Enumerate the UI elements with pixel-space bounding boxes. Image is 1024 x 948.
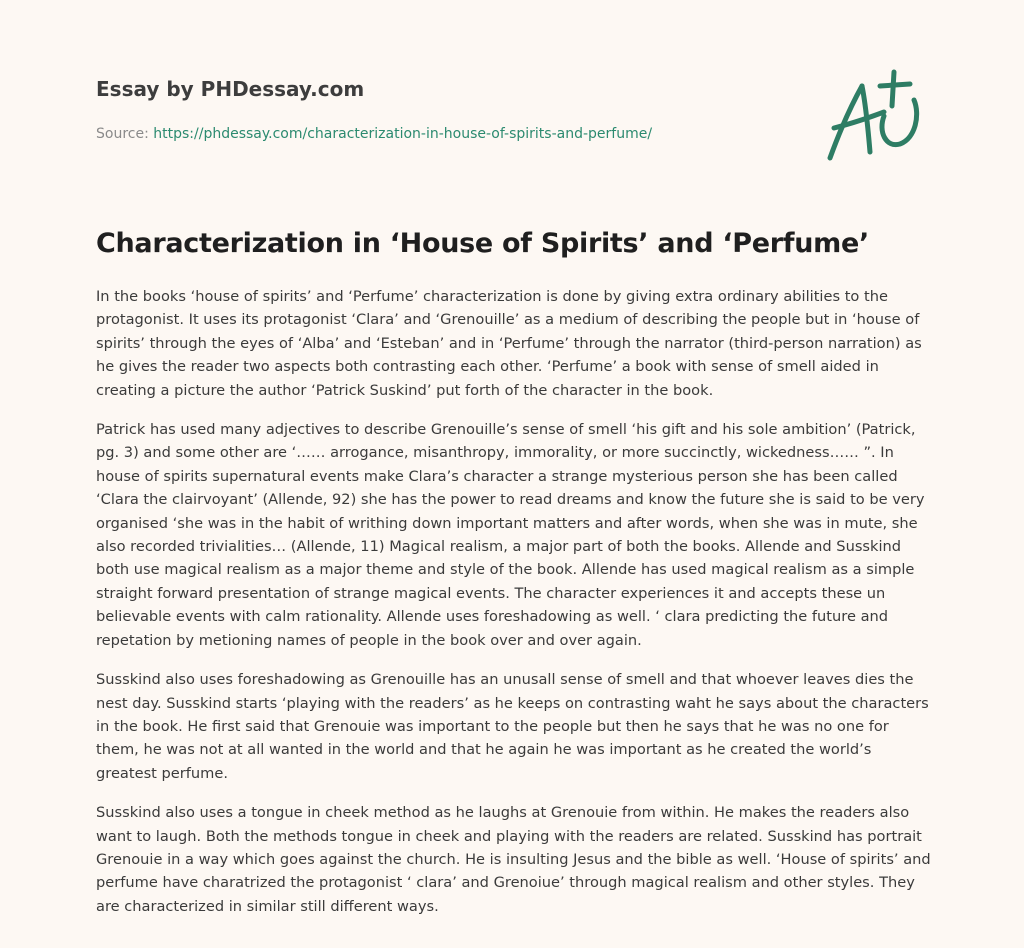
header [96, 74, 796, 144]
source-label: Source: [96, 126, 154, 142]
essay-body [96, 285, 936, 934]
source-link[interactable]: https://phdessay.com/characterization-in-house-of-spirits-and-perfume/ [153, 126, 653, 142]
source-line [96, 124, 796, 144]
essay-title: Characterization in ‘House of Spirits’ and ‘Perfume’ [96, 228, 869, 259]
paragraph: In the books ‘house of spirits’ and ‘Perfume’ characterization is done by giving extra ordinary abilities to the protagonist. It uses its protagonist ‘Clara’ and ‘Grenouille’ as a medium of describing the people but in ‘house of spirits’ through the eyes of ‘Alba’ and ‘Esteban’ and in ‘Perfume’ through the narrator (third-person narration) as he gives the reader two aspects both contrasting each other. ‘Perfume’ a book with sense of smell aided in creating a picture the author ‘Patrick Suskind’ put forth of the character in the book. [96, 288, 922, 399]
a-plus-grade-icon [822, 66, 932, 166]
paragraph: Susskind also uses a tongue in cheek method as he laughs at Grenouie from within. He makes the readers also want to laugh. Both the methods tongue in cheek and playing with the readers are related. Susskind has portrait Grenouie in a way which goes against the church. He is insulting Jesus and the bible as well. ‘House of spirits’ and perfume have charatrized the protagonist ‘ clara’ and Grenoiue’ through magical realism and other styles. They are characterized in similar still different ways. [96, 804, 931, 915]
paragraph: Patrick has used many adjectives to describe Grenouille’s sense of smell ‘his gift and his sole ambition’ (Patrick, pg. 3) and some other are ‘…… arrogance, misanthropy, immorality, or more succinctly, wickedness…… ”. In house of spirits supernatural events make Clara’s character a strange mysterious person she has been called ‘Clara the clairvoyant’ (Allende, 92) she has the power to read dreams and know the future she is said to be very organised ‘she was in the habit of writhing down important matters and after words, when she was in mute, she also recorded trivialities… (Allende, 11) Magical realism, a major part of both the books. Allende and Susskind both use magical realism as a major theme and style of the book. Allende has used magical realism as a simple straight forward presentation of strange magical events. The character experiences it and accepts these un believable events with calm rationality. Allende uses foreshadowing as well. ‘ clara predicting the future and repetation by metioning names of people in the book over and over again. [96, 421, 925, 649]
paragraph: Susskind also uses foreshadowing as Grenouille has an unusall sense of smell and that whoever leaves dies the nest day. Susskind starts ‘playing with the readers’ as he keeps on contrasting waht he says about the characters in the book. He first said that Grenouie was important to the people but then he says that he was no one for them, he was not at all wanted in the world and that he again he was important as he created the world’s greatest perfume. [96, 671, 929, 782]
site-brand: Essay by PHDessay.com [96, 77, 365, 101]
